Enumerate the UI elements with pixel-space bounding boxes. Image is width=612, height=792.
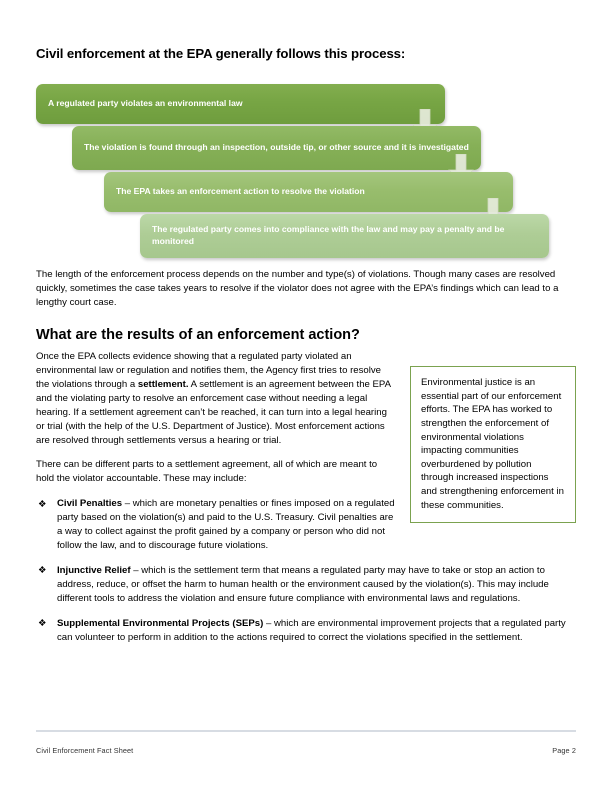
- callout-text: Environmental justice is an essential part of our enforcement efforts. The EPA has worked to strengthen the enforcement of environmental violations impacting communities overburdened by pollution through increased inspections and strengthening enforcement in these communities.: [421, 377, 564, 511]
- flow-step-3: [104, 172, 513, 212]
- list-item-text: which is the settlement term that means a regulated party may have to take or stop an action to address, reduce, or offset the harm to human health or the environment caused by the violation(s). This may include different tools to address the violation and ensure future compliance with environmental laws and regulations.: [57, 564, 549, 604]
- list-item-term: Injunctive Relief: [57, 564, 131, 576]
- page-title: Civil enforcement at the EPA generally follows this process:: [36, 46, 406, 61]
- flow-step-1-label: A regulated party violates an environmental law: [48, 98, 243, 109]
- list-item: [36, 564, 576, 606]
- footer-divider: [36, 730, 576, 732]
- settlement-bold-term: settlement.: [137, 378, 189, 390]
- footer-page-number: Page 2: [552, 746, 576, 755]
- diamond-bullet-icon: ❖: [38, 497, 47, 509]
- list-item-dash: –: [263, 617, 274, 629]
- list-item-dash: –: [130, 564, 142, 576]
- footer-document-title: Civil Enforcement Fact Sheet: [36, 746, 134, 755]
- list-item: [36, 497, 576, 553]
- list-item: [36, 617, 576, 645]
- flow-step-3-label: The EPA takes an enforcement action to resolve the violation: [116, 186, 365, 197]
- diamond-bullet-icon: ❖: [38, 564, 47, 576]
- intro-paragraph-block: [36, 268, 576, 310]
- settlement-intro-part2: A settlement is an agreement between the EPA and the violating party to resolve an enforcement case without needing a legal hearing. If a settlement agreement can’t be reached, it can turn into a legal hearing or trial (with the help of the U.S. Department of Justice). Most enforcement actions are resolved through settlements versus a hearing or trial.: [36, 378, 391, 446]
- process-flowchart: [36, 84, 576, 256]
- list-item-term: Civil Penalties: [57, 498, 123, 510]
- list-item-text: which are environmental improvement projects that a regulated party can volunteer to perform in addition to the actions required to correct the violations specified in the settlement.: [57, 617, 566, 643]
- section-heading-results: What are the results of an enforcement action?: [36, 327, 360, 343]
- settlement-intro-part1: Once the EPA collects evidence showing that a regulated party violated an environmental law or regulation and notifies them, the Agency first tries to resolve the violations through a: [36, 351, 382, 390]
- flow-step-4-label: The regulated party comes into compliance with the law and may pay a penalty and be monitored: [152, 224, 505, 246]
- paragraph-process-length: The length of the enforcement process depends on the number and type(s) of violations. Though many cases are resolved quickly, sometimes the case takes years to resolve if the violator does not agree with the EPA’s findings which can lead to a lengthy court case.: [36, 269, 559, 308]
- results-section: [36, 326, 576, 644]
- settlement-parts-list: [36, 497, 576, 644]
- flow-step-2-label: The violation is found through an inspection, outside tip, or other source and it is investigated: [84, 142, 469, 153]
- page-footer: [36, 746, 576, 755]
- paragraph-settlement-parts: There can be different parts to a settlement agreement, all of which are meant to hold the violator accountable. These may include:: [36, 459, 378, 485]
- diamond-bullet-icon: ❖: [38, 617, 47, 629]
- list-item-dash: –: [122, 498, 133, 510]
- flow-step-2: [72, 126, 481, 170]
- paragraph-settlement-intro: [36, 350, 402, 447]
- list-item-term: Supplemental Environmental Projects (SEPs): [57, 617, 264, 629]
- flow-step-1: [36, 84, 445, 124]
- list-item-text: which are monetary penalties or fines imposed on a regulated party based on the violation(s) and paid to the U.S. Treasury. Civil penalties are a way to collect against the profit gained by a company or person who did not follow the law, and to discourage future violations.: [57, 498, 395, 551]
- flow-step-4: [140, 214, 549, 258]
